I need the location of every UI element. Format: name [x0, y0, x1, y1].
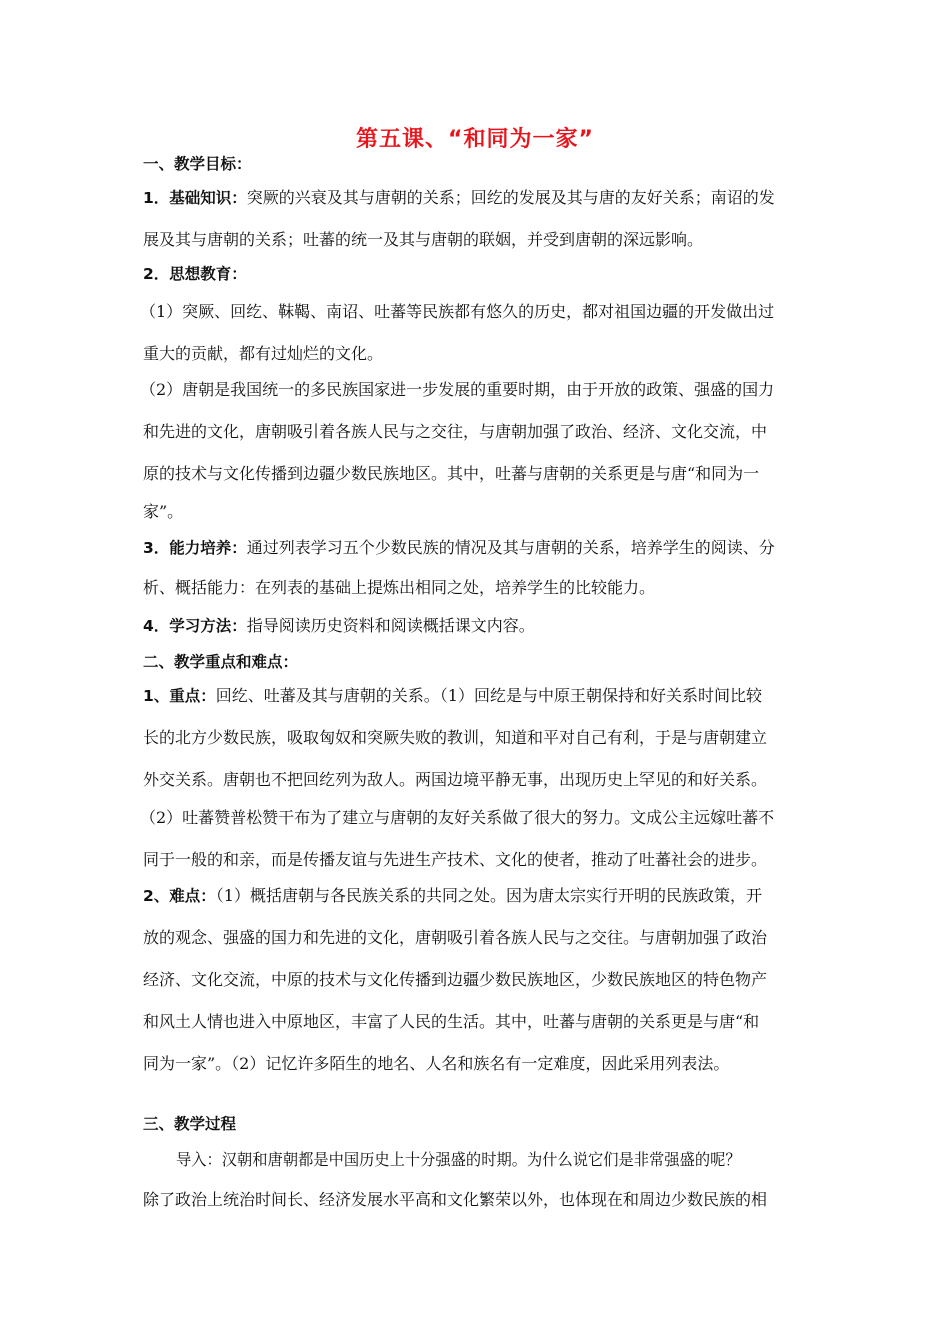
paragraph-line: （2）吐蕃赞普松赞干布为了建立与唐朝的友好关系做了很大的努力。文成公主远嫁吐蕃不 [140, 808, 775, 827]
paragraph-line: 原的技术与文化传播到边疆少数民族地区。其中，吐蕃与唐朝的关系更是与唐“和同为一 [143, 464, 760, 483]
paragraph-line: 长的北方少数民族，吸取匈奴和突厥失败的教训，知道和平对自己有利，于是与唐朝建立 [143, 728, 768, 747]
paragraph-line: 展及其与唐朝的关系；吐蕃的统一及其与唐朝的联姻，并受到唐朝的深远影响。 [143, 230, 704, 249]
paragraph-line: （1）突厥、回纥、靺鞨、南诏、吐蕃等民族都有悠久的历史，都对祖国边疆的开发做出过 [140, 302, 775, 321]
paragraph-line: 同为一家”。（2）记忆许多陌生的地名、人名和族名有一定难度，因此采用列表法。 [143, 1054, 730, 1073]
paragraph-line: 家”。 [143, 502, 184, 521]
paragraph-line: 除了政治上统治时间长、经济发展水平高和文化繁荣以外，也体现在和周边少数民族的相 [143, 1190, 768, 1209]
paragraph-line: 外交关系。唐朝也不把回纥列为敌人。两国边境平静无事，出现历史上罕见的和好关系。 [143, 770, 768, 789]
section-heading: 三、教学过程 [143, 1115, 237, 1133]
subsection-heading: 2．思想教育： [143, 265, 247, 283]
paragraph-line: 同于一般的和亲，而是传播友谊与先进生产技术、文化的使者，推动了吐蕃社会的进步。 [143, 850, 768, 869]
paragraph-line: 重大的贡献，都有过灿烂的文化。 [143, 344, 384, 363]
section-heading: 一、教学目标： [143, 155, 252, 173]
paragraph-line: 析、概括能力：在列表的基础上提炼出相同之处，培养学生的比较能力。 [143, 578, 656, 597]
paragraph-line: 2、难点：（1）概括唐朝与各民族关系的共同之处。因为唐太宗实行开明的民族政策，开 [143, 886, 762, 905]
paragraph-line: 和风土人情也进入中原地区，丰富了人民的生活。其中，吐蕃与唐朝的关系更是与唐“和 [143, 1012, 760, 1031]
section-heading: 二、教学重点和难点： [143, 653, 299, 671]
subsection-heading: 3．能力培养：通过列表学习五个少数民族的情况及其与唐朝的关系，培养学生的阅读、分 [143, 538, 775, 557]
paragraph-line: 1．基础知识：突厥的兴衰及其与唐朝的关系；回纥的发展及其与唐的友好关系；南诏的发 [143, 188, 775, 207]
paragraph-line: 放的观念、强盛的国力和先进的文化，唐朝吸引着各族人民与之交往。与唐朝加强了政治 [143, 928, 768, 947]
paragraph-line: 经济、文化交流，中原的技术与文化传播到边疆少数民族地区，少数民族地区的特色物产 [143, 970, 768, 989]
document-title: 第五课、“和同为一家” [356, 127, 594, 152]
paragraph-line: 导入：汉朝和唐朝都是中国历史上十分强盛的时期。为什么说它们是非常强盛的呢？ [176, 1150, 741, 1169]
paragraph-line: （2）唐朝是我国统一的多民族国家进一步发展的重要时期，由于开放的政策、强盛的国力 [140, 380, 775, 399]
paragraph-line: 和先进的文化，唐朝吸引着各族人民与之交往，与唐朝加强了政治、经济、文化交流，中 [143, 422, 768, 441]
subsection-heading: 4．学习方法：指导阅读历史资料和阅读概括课文内容。 [143, 616, 535, 635]
paragraph-line: 1、重点：回纥、吐蕃及其与唐朝的关系。（1）回纥是与中原王朝保持和好关系时间比较 [143, 686, 762, 705]
